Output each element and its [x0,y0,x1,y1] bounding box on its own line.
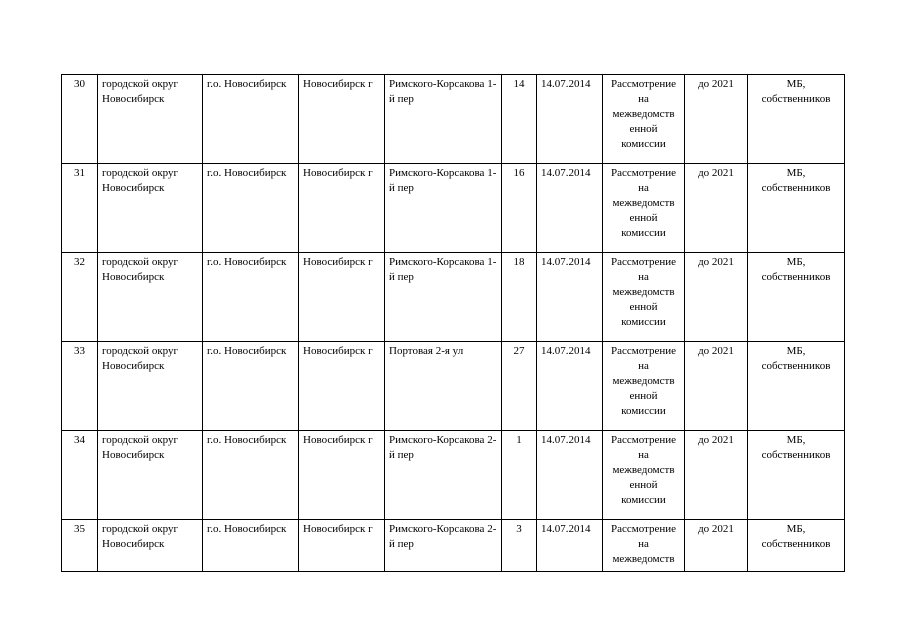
status-line: межведомств [612,464,675,476]
housing-registry-table [61,74,845,572]
street-cell: Портовая 2-я ул [385,342,502,431]
locality-cell: Новосибирск г [299,520,385,572]
table-row [62,342,845,431]
source-line: собственников [761,182,831,194]
funding-source-cell [748,75,845,164]
street-cell: Римского-Корсакова 1-й пер [385,253,502,342]
house-number-cell: 18 [502,253,537,342]
row-number: 31 [62,164,98,253]
status-line: комиссии [621,494,666,506]
status-line: Рассмотрение [610,256,677,268]
date-cell: 14.07.2014 [537,520,603,572]
locality-cell: Новосибирск г [299,342,385,431]
term-cell: до 2021 [685,431,748,520]
row-number: 33 [62,342,98,431]
source-line: собственников [761,93,831,105]
house-number-cell: 1 [502,431,537,520]
settlement-cell: г.о. Новосибирск [203,164,299,253]
status-line: Рассмотрение [610,78,677,90]
settlement-cell: г.о. Новосибирск [203,253,299,342]
source-line: МБ, [786,345,806,357]
street-cell: Римского-Корсакова 1-й пер [385,164,502,253]
source-line: собственников [761,449,831,461]
municipality-cell: городской округ Новосибирск [98,253,203,342]
status-line: комиссии [621,138,666,150]
source-line: МБ, [786,434,806,446]
status-cell [603,75,685,164]
status-line: на [638,360,649,372]
funding-source-cell [748,520,845,572]
status-line: межведомств [612,553,675,565]
status-line: Рассмотрение [610,434,677,446]
locality-cell: Новосибирск г [299,431,385,520]
date-cell: 14.07.2014 [537,253,603,342]
municipality-cell: городской округ Новосибирск [98,75,203,164]
house-number-cell: 27 [502,342,537,431]
term-cell: до 2021 [685,75,748,164]
settlement-cell: г.о. Новосибирск [203,520,299,572]
status-line: межведомств [612,286,675,298]
row-number: 34 [62,431,98,520]
term-cell: до 2021 [685,342,748,431]
row-number: 32 [62,253,98,342]
date-cell: 14.07.2014 [537,431,603,520]
row-number: 30 [62,75,98,164]
term-cell: до 2021 [685,520,748,572]
status-line: Рассмотрение [610,345,677,357]
status-line: комиссии [621,316,666,328]
house-number-cell: 3 [502,520,537,572]
status-line: енной [629,212,658,224]
municipality-cell: городской округ Новосибирск [98,520,203,572]
street-cell: Римского-Корсакова 1-й пер [385,75,502,164]
status-line: на [638,449,649,461]
settlement-cell: г.о. Новосибирск [203,342,299,431]
municipality-cell: городской округ Новосибирск [98,342,203,431]
date-cell: 14.07.2014 [537,342,603,431]
funding-source-cell [748,342,845,431]
locality-cell: Новосибирск г [299,253,385,342]
term-cell: до 2021 [685,164,748,253]
status-line: межведомств [612,197,675,209]
status-line: Рассмотрение [610,523,677,535]
funding-source-cell [748,253,845,342]
status-line: енной [629,479,658,491]
status-line: енной [629,390,658,402]
source-line: собственников [761,538,831,550]
street-cell: Римского-Корсакова 2-й пер [385,520,502,572]
source-line: собственников [761,271,831,283]
status-line: на [638,93,649,105]
funding-source-cell [748,164,845,253]
settlement-cell: г.о. Новосибирск [203,75,299,164]
status-line: комиссии [621,227,666,239]
date-cell: 14.07.2014 [537,75,603,164]
funding-source-cell [748,431,845,520]
status-cell [603,164,685,253]
table-row [62,520,845,572]
table-row [62,431,845,520]
status-line: межведомств [612,375,675,387]
table-row [62,164,845,253]
municipality-cell: городской округ Новосибирск [98,431,203,520]
status-line: на [638,182,649,194]
status-cell [603,342,685,431]
term-cell: до 2021 [685,253,748,342]
source-line: МБ, [786,167,806,179]
locality-cell: Новосибирск г [299,75,385,164]
status-line: на [638,538,649,550]
source-line: МБ, [786,78,806,90]
source-line: МБ, [786,256,806,268]
street-cell: Римского-Корсакова 2-й пер [385,431,502,520]
status-line: межведомств [612,108,675,120]
status-cell [603,520,685,572]
source-line: МБ, [786,523,806,535]
status-line: комиссии [621,405,666,417]
table-row [62,253,845,342]
row-number: 35 [62,520,98,572]
status-line: Рассмотрение [610,167,677,179]
status-line: на [638,271,649,283]
source-line: собственников [761,360,831,372]
status-line: енной [629,301,658,313]
date-cell: 14.07.2014 [537,164,603,253]
house-number-cell: 14 [502,75,537,164]
municipality-cell: городской округ Новосибирск [98,164,203,253]
table-row [62,75,845,164]
settlement-cell: г.о. Новосибирск [203,431,299,520]
status-line: енной [629,123,658,135]
status-cell [603,431,685,520]
status-cell [603,253,685,342]
locality-cell: Новосибирск г [299,164,385,253]
house-number-cell: 16 [502,164,537,253]
